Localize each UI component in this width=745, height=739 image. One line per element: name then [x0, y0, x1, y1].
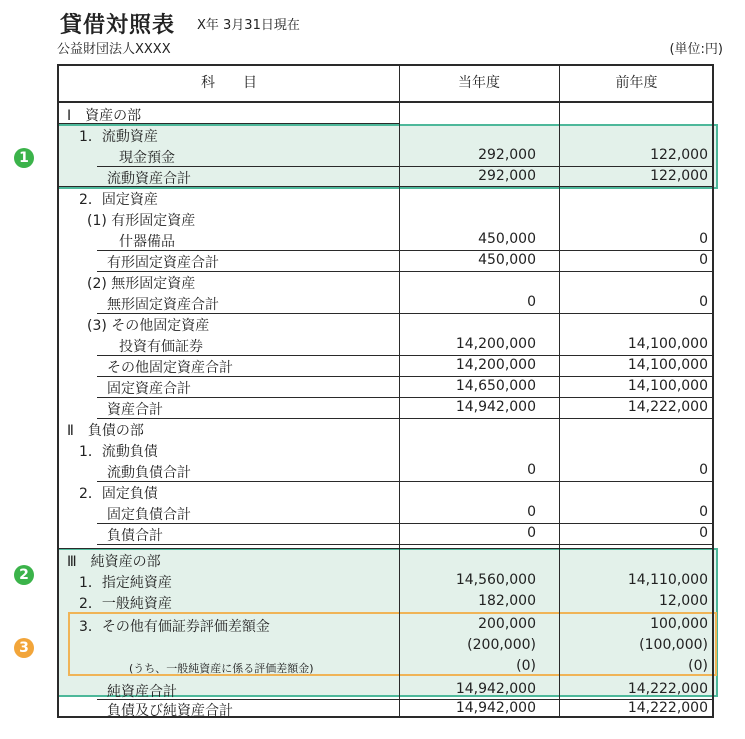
table-row: 固定負債合計 0 0 — [107, 504, 708, 523]
row-underline — [97, 271, 712, 272]
row-underline — [97, 166, 712, 167]
table-row: その他固定資産合計 14,200,000 14,100,000 — [107, 357, 708, 376]
table-row: (うち、一般純資産に係る評価差額金) (0) (0) — [129, 658, 708, 675]
table-row: (3) その他固定資産 — [87, 318, 210, 334]
table-row: (2) 無形固定資産 — [87, 276, 196, 292]
row-underline — [97, 699, 712, 700]
table-row: (200,000) (100,000) — [467, 637, 708, 653]
table-row: 2．固定資産 — [79, 192, 158, 208]
table-row: Ⅱ 負債の部 — [67, 423, 144, 439]
row-underline — [97, 523, 712, 524]
table-row: 1．指定純資産 14,560,000 14,110,000 — [79, 572, 708, 591]
table-row: 無形固定資産合計 0 0 — [107, 294, 708, 313]
table-row: 現金預金 292,000 122,000 — [119, 147, 708, 166]
table-row: 1．流動負債 — [79, 444, 158, 460]
table-row: 投資有価証券 14,200,000 14,100,000 — [119, 336, 708, 355]
table-row: 負債合計 0 0 — [107, 525, 708, 544]
row-underline — [97, 418, 712, 419]
table-row: 3．その他有価証券評価差額金 200,000 100,000 — [79, 616, 708, 635]
header-current-year: 当年度 — [458, 75, 500, 91]
document-date: X年 3月31日現在 — [197, 18, 300, 33]
row-underline — [97, 481, 712, 482]
table-row: 資産合計 14,942,000 14,222,000 — [107, 399, 708, 418]
document-title: 貸借対照表 — [60, 13, 176, 38]
table-row: (1) 有形固定資産 — [87, 213, 196, 229]
row-underline — [59, 123, 399, 124]
table-row: 1．流動資産 — [79, 129, 158, 145]
table-row: 2．固定負債 — [79, 486, 158, 502]
table-row: Ⅲ 純資産の部 — [67, 554, 161, 570]
table-row: 流動資産合計 292,000 122,000 — [107, 168, 708, 187]
organization-name: 公益財団法人XXXX — [57, 42, 171, 57]
table-row: 負債及び純資産合計 14,942,000 14,222,000 — [107, 700, 708, 719]
table-row: 流動負債合計 0 0 — [107, 462, 708, 481]
balance-sheet-table — [57, 64, 714, 718]
header-previous-year: 前年度 — [615, 75, 658, 91]
table-row: 什器備品 450,000 0 — [119, 231, 708, 250]
row-underline — [97, 250, 712, 251]
header-subject: 科 目 — [201, 75, 257, 91]
unit-label: (単位:円) — [669, 42, 723, 57]
table-row: 純資産合計 14,942,000 14,222,000 — [107, 681, 708, 700]
row-underline — [97, 355, 712, 356]
table-row: Ⅰ 資産の部 — [67, 108, 142, 124]
row-underline — [59, 186, 712, 187]
row-underline — [97, 544, 712, 545]
row-underline — [59, 548, 712, 549]
table-row: 2．一般純資産 182,000 12,000 — [79, 593, 708, 612]
badge-2: 2 — [14, 565, 34, 585]
table-row: 固定資産合計 14,650,000 14,100,000 — [107, 378, 708, 397]
row-underline — [97, 313, 712, 314]
header-divider — [59, 101, 712, 103]
table-row: 有形固定資産合計 450,000 0 — [107, 252, 708, 271]
badge-1: 1 — [14, 148, 34, 168]
row-underline — [97, 376, 712, 377]
row-underline — [97, 397, 712, 398]
badge-3: 3 — [14, 638, 34, 658]
